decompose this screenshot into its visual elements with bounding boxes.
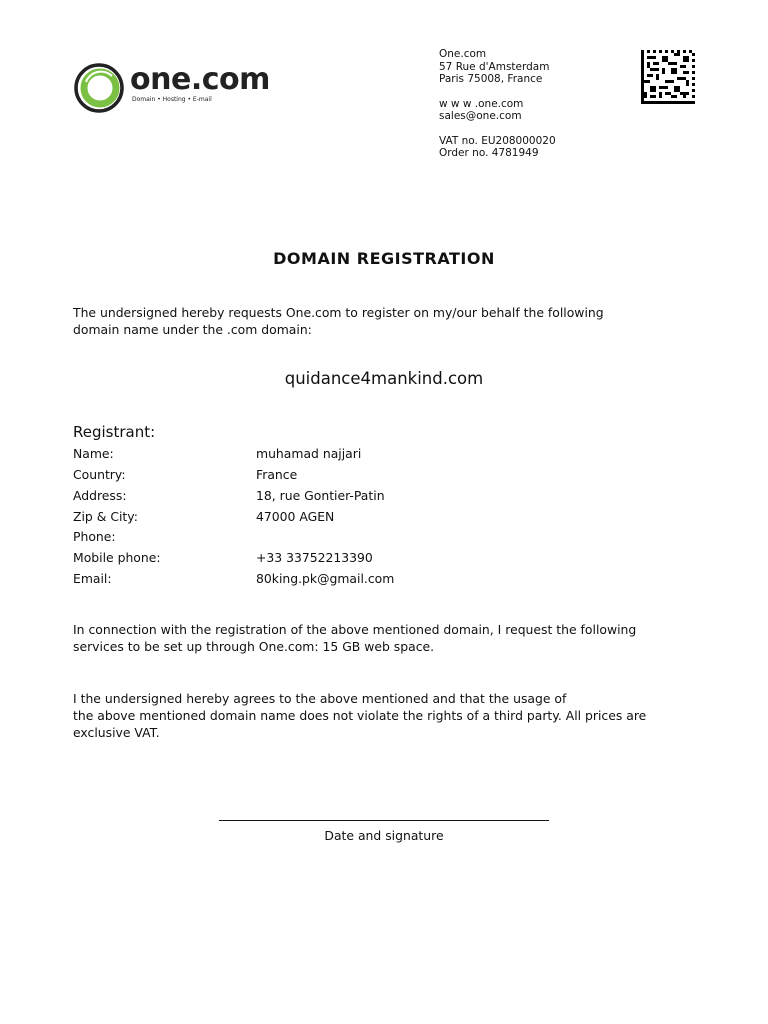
vat-number: VAT no. EU208000020: [439, 134, 556, 147]
company-logo: [72, 62, 272, 114]
company-email: sales@one.com: [439, 110, 522, 122]
field-value: 18, rue Gontier-Patin: [256, 488, 385, 503]
field-value: muhamad najjari: [256, 446, 362, 461]
field-value: 47000 AGEN: [256, 509, 335, 524]
services-line: In connection with the registration of the above mentioned domain, I request the following: [73, 622, 637, 637]
field-label: Address:: [73, 488, 127, 503]
logo-wordmark: one.com: [130, 62, 270, 97]
field-label: Zip & City:: [73, 509, 138, 524]
document-title: DOMAIN REGISTRATION: [273, 249, 495, 268]
field-value: 80king.pk@gmail.com: [256, 571, 395, 586]
agreement-line: the above mentioned domain name does not violate the rights of a third party. All prices are: [73, 708, 647, 723]
logo-tagline: Domain • Hosting • E-mail: [132, 96, 212, 103]
services-paragraph: [73, 621, 693, 655]
company-website: w w w .one.com: [439, 97, 524, 110]
field-label: Country:: [73, 467, 126, 482]
registrant-heading: Registrant:: [73, 423, 156, 441]
intro-line: domain name under the .com domain:: [73, 322, 312, 337]
company-city: Paris 75008, France: [439, 73, 543, 85]
field-value: France: [256, 467, 298, 482]
one-logo-icon: [72, 62, 126, 114]
field-label: Phone:: [73, 529, 116, 544]
field-label: Email:: [73, 571, 112, 586]
signature-label: Date and signature: [324, 828, 444, 843]
datamatrix-barcode-icon: [641, 50, 695, 104]
company-address-block: [439, 48, 556, 160]
agreement-paragraph: [73, 690, 693, 741]
company-street: 57 Rue d'Amsterdam: [439, 60, 550, 73]
company-name: One.com: [439, 48, 487, 60]
order-number: Order no. 4781949: [439, 147, 539, 159]
intro-paragraph: [73, 304, 693, 338]
field-label: Mobile phone:: [73, 550, 161, 565]
field-label: Name:: [73, 446, 114, 461]
agreement-line: I the undersigned hereby agrees to the above mentioned and that the usage of: [73, 691, 567, 706]
intro-line: The undersigned hereby requests One.com to register on my/our behalf the following: [73, 305, 604, 320]
services-line: services to be set up through One.com: 15 GB web space.: [73, 639, 435, 654]
domain-name: quidance4mankind.com: [284, 369, 484, 388]
agreement-line: exclusive VAT.: [73, 725, 160, 740]
signature-line: [219, 820, 549, 821]
field-value: +33 33752213390: [256, 550, 373, 565]
